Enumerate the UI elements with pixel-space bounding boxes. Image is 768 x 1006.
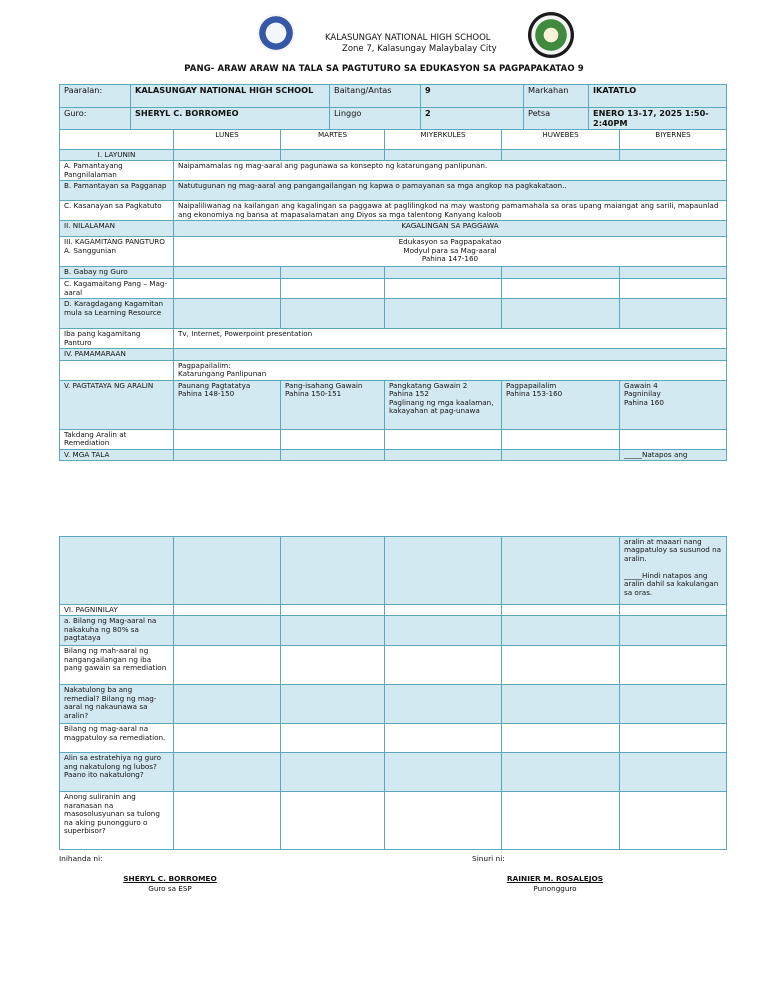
petsa-value: ENERO 13-17, 2025 1:50-2:40PM	[589, 108, 727, 130]
mga-tala-label: V. MGA TALA	[60, 449, 174, 460]
pagtataya-miyerkules: Pangkatang Gawain 2 Pahina 152 Paglinang ng mga kaalaman, kakayahan at pag-unawa	[385, 380, 502, 429]
pagtataya-martes: Pang-isahang Gawain Pahina 150-151	[281, 380, 385, 429]
question-b: Bilang ng mah-aaral ng nangangailangan ng iba pang gawain sa remediation	[60, 646, 174, 685]
kagamitan-label: III. KAGAMITANG PANGTURO A. Sanggunian	[60, 237, 174, 267]
nilalaman-text: KAGALINGAN SA PAGGAWA	[174, 221, 727, 237]
checked-by-label: Sinuri ni:	[472, 854, 505, 863]
guro-value: SHERYL C. BORROMEO	[131, 108, 330, 130]
pagtataya-label: V. PAGTATAYA NG ARALIN	[60, 380, 174, 429]
question-a: a. Bilang ng Mag-aaral na nakakuha ng 80% sa pagtataya	[60, 616, 174, 646]
markahan-value: IKATATLO	[589, 85, 727, 108]
guro-label: Guro:	[60, 108, 131, 130]
preparer-role: Guro sa ESP	[148, 884, 192, 893]
kagamitang-pang-label: C. Kagamaitang Pang – Mag- aaral	[60, 279, 174, 299]
pamamaraan-text: Pagpapailalim: Katarungang Panlipunan	[174, 360, 727, 380]
school-seal-logo	[528, 12, 574, 58]
day-header-huwebes: HUWEBES	[502, 130, 620, 150]
mga-tala-continued: aralin at maaari nang magpatuloy sa susunod na aralin. _____Hindi natapos ang aralin dahil sa kakulangan sa oras.	[620, 537, 727, 605]
day-header-lunes: LUNES	[174, 130, 281, 150]
markahan-label: Markahan	[524, 85, 589, 108]
document-title: PANG- ARAW ARAW NA TALA SA PAGTUTURO SA EDUKASYON SA PAGPAPAKATAO 9	[184, 64, 584, 74]
mga-tala-biyernes: _____Natapos ang	[620, 449, 727, 460]
school-name: KALASUNGAY NATIONAL HIGH SCHOOL	[325, 33, 491, 43]
preparer-name: SHERYL C. BORROMEO	[123, 874, 217, 883]
karagdagang-label: D. Karagdagang Kagamitan mula sa Learning Resource	[60, 299, 174, 329]
pagtataya-lunes: Paunang Pagtatatya Pahina 148-150	[174, 380, 281, 429]
pagganap-text: Natutugunan ng mag-aaral ang pangangailangan ng kapwa o pamayanan sa mga angkop na pagkakataon..	[174, 181, 727, 201]
info-table	[59, 84, 727, 130]
layunin-label: I. LAYUNIN	[60, 150, 174, 161]
takdang-label: Takdang Aralin at Remediation	[60, 429, 174, 449]
checker-name: RAINIER M. ROSALEJOS	[506, 874, 604, 883]
gabay-label: B. Gabay ng Guro	[60, 267, 174, 279]
question-c: Nakatulong ba ang remedial? Bilang ng mag-aaral ng nakaunawa sa aralin?	[60, 685, 174, 724]
baitang-value: 9	[421, 85, 524, 108]
question-d: Bilang ng mag-aaral na magpatuloy sa remediation.	[60, 724, 174, 753]
day-header-martes: MARTES	[281, 130, 385, 150]
lesson-table	[59, 129, 727, 461]
question-f: Anong suliranin ang naranasan na masosolusyunan sa tulong na aking punongguro o superbisor?	[60, 792, 174, 850]
pagninilay-label: VI. PAGNINILAY	[60, 605, 174, 616]
prepared-by-label: Inihanda ni:	[59, 854, 103, 863]
checker-role: Punongguro	[533, 884, 577, 893]
question-e: Alin sa estratehiya ng guro ang nakatulong ng lubos? Paano ito nakatulong?	[60, 753, 174, 792]
pagganap-label: B. Pamantayan sa Pagganap	[60, 181, 174, 201]
nilalaman-label: II. NILALAMAN	[60, 221, 174, 237]
paaralan-label: Paaralan:	[60, 85, 131, 108]
day-header-biyernes: BIYERNES	[620, 130, 727, 150]
reflection-table	[59, 536, 727, 850]
iba-text: Tv, Internet, Powerpoint presentation	[174, 329, 727, 349]
kasanayan-label: C. Kasanayan sa Pagkatuto	[60, 201, 174, 221]
petsa-label: Petsa	[524, 108, 589, 130]
iba-label: Iba pang kagamitang Panturo	[60, 329, 174, 349]
pamantayang-text: Naipamamalas ng mag-aaral ang pagunawa sa konsepto ng katarungang panlipunan.	[174, 161, 727, 181]
kasanayan-text: Naipaliliwanag na kailangan ang kagalingan sa paggawa at paglilingkod na may wastong pamamahala sa oras upang maiangat ang sarili, mapaunlad ang ekonomiya ng bansa at mapasalamatan ang Diyos sa mga talentong Kanyang kaloob	[174, 201, 727, 221]
kagamitan-text: Edukasyon sa Pagpapakatao Modyul para sa Mag-aaral Pahina 147-160	[174, 237, 727, 267]
pagtataya-huwebes: Pagpapailalim Pahina 153-160	[502, 380, 620, 429]
paaralan-value: KALASUNGAY NATIONAL HIGH SCHOOL	[131, 85, 330, 108]
linggo-label: Linggo	[330, 108, 421, 130]
corner-cell	[60, 130, 174, 150]
deped-seal-logo	[257, 14, 295, 52]
pagtataya-biyernes: Gawain 4 Pagninilay Pahina 160	[620, 380, 727, 429]
pamantayang-label: A. Pamantayang Pangnilalaman	[60, 161, 174, 181]
day-header-miyerkules: MIYERKULES	[385, 130, 502, 150]
baitang-label: Baitang/Antas	[330, 85, 421, 108]
school-address: Zone 7, Kalasungay Malaybalay City	[342, 44, 497, 54]
pamamaraan-label: IV. PAMAMARAAN	[60, 349, 174, 360]
linggo-value: 2	[421, 108, 524, 130]
